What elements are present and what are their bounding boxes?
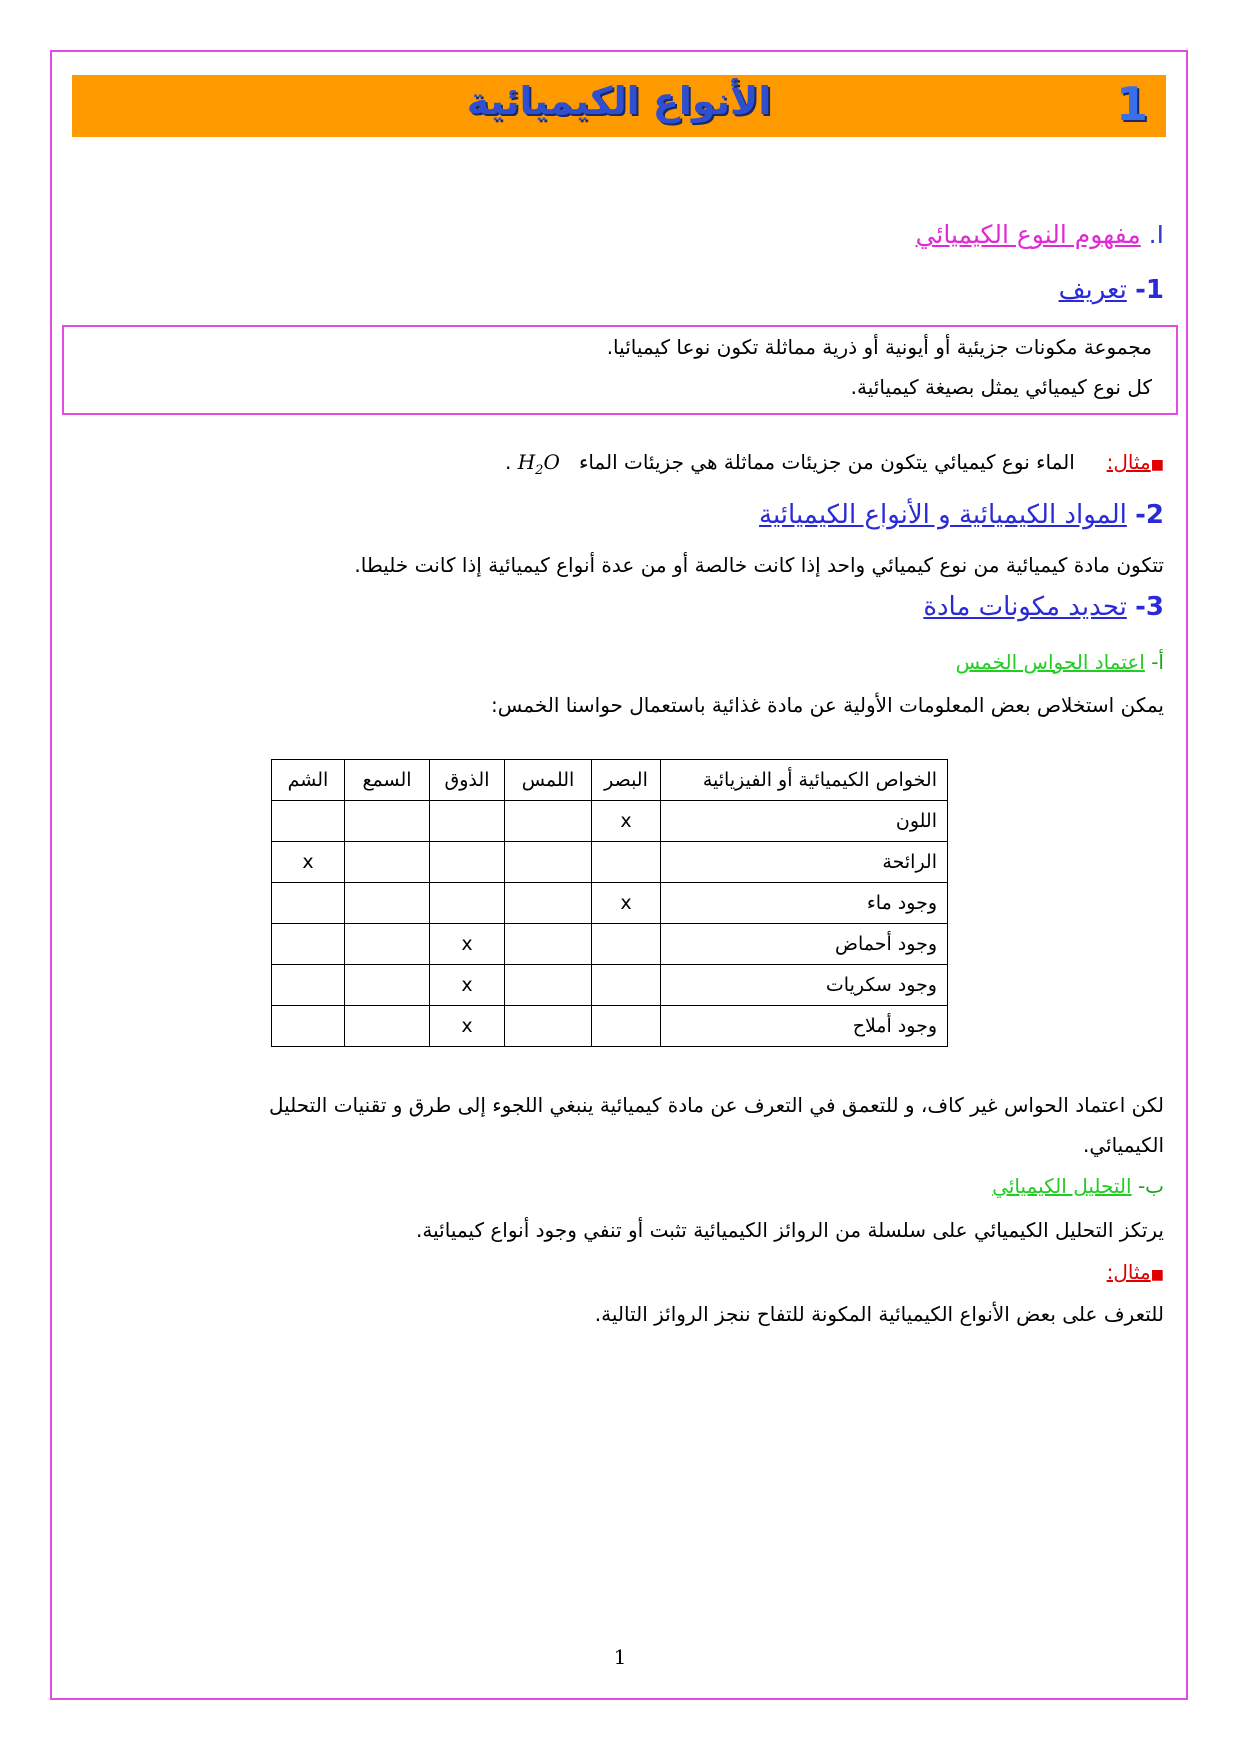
- table-cell: [592, 1006, 661, 1047]
- table-cell: [345, 842, 430, 883]
- table-cell: [272, 801, 345, 842]
- page-number: 1: [613, 1645, 627, 1669]
- section-heading-I: [916, 220, 1164, 249]
- definition-line-1: مجموعة مكونات جزيئية أو أيونية أو ذرية مماثلة تكون نوعا كيميائيا.: [606, 335, 1152, 359]
- table-header-cell: الخواص الكيميائية أو الفيزيائية: [661, 760, 948, 801]
- bullet-icon: ■: [1150, 1267, 1164, 1283]
- table-header-row: [272, 760, 948, 801]
- table-cell: وجود أملاح: [661, 1006, 948, 1047]
- table-cell: x: [592, 801, 661, 842]
- table-row: [272, 801, 948, 842]
- subheading-3b: [992, 1174, 1164, 1198]
- section-number: I.: [1148, 220, 1164, 249]
- table-header-cell: السمع: [345, 760, 430, 801]
- table-cell: [272, 924, 345, 965]
- paragraph-senses-intro: يمكن استخلاص بعض المعلومات الأولية عن مادة غذائية باستعمال حواسنا الخمس:: [491, 693, 1164, 717]
- subheading-title: المواد الكيميائية و الأنواع الكيميائية: [759, 500, 1127, 530]
- table-row: [272, 1006, 948, 1047]
- table-cell: [345, 965, 430, 1006]
- table-cell: [430, 801, 505, 842]
- table-cell: [430, 842, 505, 883]
- table-row: [272, 924, 948, 965]
- table-header-cell: البصر: [592, 760, 661, 801]
- subheading-title: تحديد مكونات مادة: [923, 592, 1127, 622]
- table-cell: [505, 842, 592, 883]
- table-cell: [345, 883, 430, 924]
- example-label: مثال:: [1106, 450, 1151, 474]
- table-row: [272, 883, 948, 924]
- table-cell: اللون: [661, 801, 948, 842]
- subheading-number: 2-: [1135, 500, 1164, 530]
- table-cell: [345, 924, 430, 965]
- table-cell: [272, 965, 345, 1006]
- subheading-title: تعريف: [1058, 275, 1127, 305]
- title-banner: [72, 75, 1166, 137]
- subheading-3a: [956, 650, 1164, 674]
- water-formula: $H_2O$: [517, 450, 560, 478]
- bullet-icon: ■: [1150, 457, 1164, 473]
- paragraph-substances: تتكون مادة كيميائية من نوع كيميائي واحد إذا كانت خالصة أو من عدة أنواع كيميائية إذا كانت خليطا.: [354, 553, 1164, 577]
- subheading-number: 3-: [1135, 592, 1164, 622]
- chapter-number: 1: [1115, 77, 1148, 131]
- table-row: [272, 842, 948, 883]
- section-title: مفهوم النوع الكيميائي: [915, 220, 1141, 249]
- senses-table: [271, 759, 948, 1047]
- table-cell: وجود سكريات: [661, 965, 948, 1006]
- page-title: الأنواع الكيميائية: [466, 79, 772, 123]
- subheading-1: [1059, 275, 1164, 305]
- table-cell: [505, 1006, 592, 1047]
- example-2-label-line: [1107, 1260, 1164, 1284]
- table-header-cell: الذوق: [430, 760, 505, 801]
- table-cell: وجود أحماض: [661, 924, 948, 965]
- table-cell: x: [430, 1006, 505, 1047]
- example-text: الماء نوع كيميائي يتكون من جزيئات مماثلة هي جزيئات الماء: [578, 450, 1075, 474]
- paragraph-analysis: يرتكز التحليل الكيميائي على سلسلة من الروائز الكيميائية تثبت أو تنفي وجود أنواع كيميائية.: [416, 1218, 1164, 1242]
- table-row: [272, 965, 948, 1006]
- table-cell: [430, 883, 505, 924]
- table-cell: x: [592, 883, 661, 924]
- definition-line-2: كل نوع كيميائي يمثل بصيغة كيميائية.: [850, 375, 1152, 399]
- table-cell: x: [430, 924, 505, 965]
- table-cell: الرائحة: [661, 842, 948, 883]
- table-cell: [505, 801, 592, 842]
- subheading-label: أ-: [1151, 650, 1164, 674]
- subheading-title: التحليل الكيميائي: [992, 1174, 1132, 1198]
- table-cell: [592, 965, 661, 1006]
- table-cell: x: [430, 965, 505, 1006]
- table-cell: [592, 842, 661, 883]
- subheading-2: [759, 500, 1164, 530]
- table-cell: x: [272, 842, 345, 883]
- subheading-label: ب-: [1137, 1174, 1164, 1198]
- subheading-title: اعتماد الحواس الخمس: [955, 650, 1145, 674]
- table-cell: [272, 1006, 345, 1047]
- example-end: .: [505, 450, 512, 474]
- paragraph-after-table-line-2: الكيميائي.: [1082, 1133, 1164, 1157]
- table-cell: [345, 1006, 430, 1047]
- definition-box: [62, 325, 1178, 415]
- table-cell: [592, 924, 661, 965]
- example-1: [505, 450, 1164, 478]
- table-header-cell: الشم: [272, 760, 345, 801]
- paragraph-after-table-line-1: لكن اعتماد الحواس غير كاف، و للتعمق في التعرف عن مادة كيميائية ينبغي اللجوء إلى طرق و تقنيات التحليل: [268, 1093, 1164, 1117]
- table-cell: [505, 965, 592, 1006]
- example-2-text: للتعرف على بعض الأنواع الكيميائية المكونة للتفاح ننجز الروائز التالية.: [594, 1302, 1164, 1326]
- table-cell: وجود ماء: [661, 883, 948, 924]
- table-header-cell: اللمس: [505, 760, 592, 801]
- table-cell: [505, 924, 592, 965]
- subheading-3: [923, 592, 1164, 622]
- table-cell: [272, 883, 345, 924]
- example-label: مثال:: [1106, 1260, 1151, 1284]
- table-cell: [505, 883, 592, 924]
- table-cell: [345, 801, 430, 842]
- subheading-number: 1-: [1135, 275, 1164, 305]
